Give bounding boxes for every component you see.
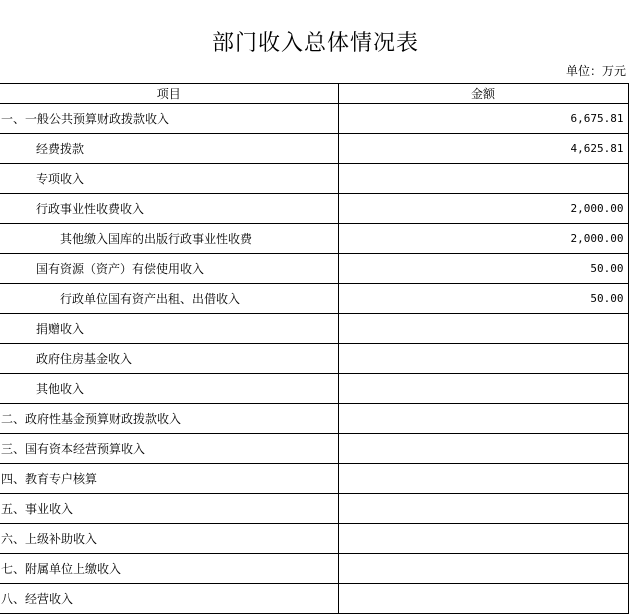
table-row xyxy=(0,524,628,554)
row-amount xyxy=(338,584,628,614)
table-row xyxy=(0,554,628,584)
table-row xyxy=(0,224,628,254)
row-amount xyxy=(338,344,628,374)
row-item-label: 专项收入 xyxy=(0,164,338,194)
table-row xyxy=(0,494,628,524)
row-amount xyxy=(338,374,628,404)
row-amount xyxy=(338,554,628,584)
row-amount xyxy=(338,404,628,434)
table-row xyxy=(0,584,628,614)
row-amount xyxy=(338,314,628,344)
table-header-row xyxy=(0,84,628,104)
table-body xyxy=(0,84,628,614)
row-amount: 4,625.81 xyxy=(338,134,628,164)
row-amount: 2,000.00 xyxy=(338,194,628,224)
row-item-label: 二、政府性基金预算财政拨款收入 xyxy=(0,404,338,434)
row-amount: 50.00 xyxy=(338,254,628,284)
row-amount xyxy=(338,464,628,494)
row-item-label: 经费拨款 xyxy=(0,134,338,164)
column-header-item: 项目 xyxy=(0,84,338,104)
row-item-label: 一、一般公共预算财政拨款收入 xyxy=(0,104,338,134)
table-row xyxy=(0,404,628,434)
row-item-label: 行政单位国有资产出租、出借收入 xyxy=(0,284,338,314)
row-item-label: 八、经营收入 xyxy=(0,584,338,614)
page-title: 部门收入总体情况表 xyxy=(211,31,419,56)
table-row xyxy=(0,134,628,164)
row-amount xyxy=(338,164,628,194)
row-item-label: 政府住房基金收入 xyxy=(0,344,338,374)
table-row xyxy=(0,344,628,374)
row-item-label: 六、上级补助收入 xyxy=(0,524,338,554)
row-item-label: 五、事业收入 xyxy=(0,494,338,524)
table-row xyxy=(0,434,628,464)
table-row xyxy=(0,164,628,194)
table-row xyxy=(0,254,628,284)
table-row xyxy=(0,374,628,404)
row-amount xyxy=(338,524,628,554)
row-item-label: 三、国有资本经营预算收入 xyxy=(0,434,338,464)
row-item-label: 捐赠收入 xyxy=(0,314,338,344)
row-amount xyxy=(338,434,628,464)
row-item-label: 其他收入 xyxy=(0,374,338,404)
row-item-label: 行政事业性收费收入 xyxy=(0,194,338,224)
row-item-label: 七、附属单位上缴收入 xyxy=(0,554,338,584)
row-amount: 6,675.81 xyxy=(338,104,628,134)
table-row xyxy=(0,104,628,134)
row-amount: 50.00 xyxy=(338,284,628,314)
income-table xyxy=(0,83,629,614)
column-header-amount: 金额 xyxy=(338,84,628,104)
row-item-label: 其他缴入国库的出版行政事业性收费 xyxy=(0,224,338,254)
row-item-label: 国有资源（资产）有偿使用收入 xyxy=(0,254,338,284)
table-row xyxy=(0,314,628,344)
row-item-label: 四、教育专户核算 xyxy=(0,464,338,494)
unit-label: 单位：万元 xyxy=(565,64,626,78)
row-amount xyxy=(338,494,628,524)
table-row xyxy=(0,464,628,494)
table-row xyxy=(0,194,628,224)
table-row xyxy=(0,284,628,314)
row-amount: 2,000.00 xyxy=(338,224,628,254)
